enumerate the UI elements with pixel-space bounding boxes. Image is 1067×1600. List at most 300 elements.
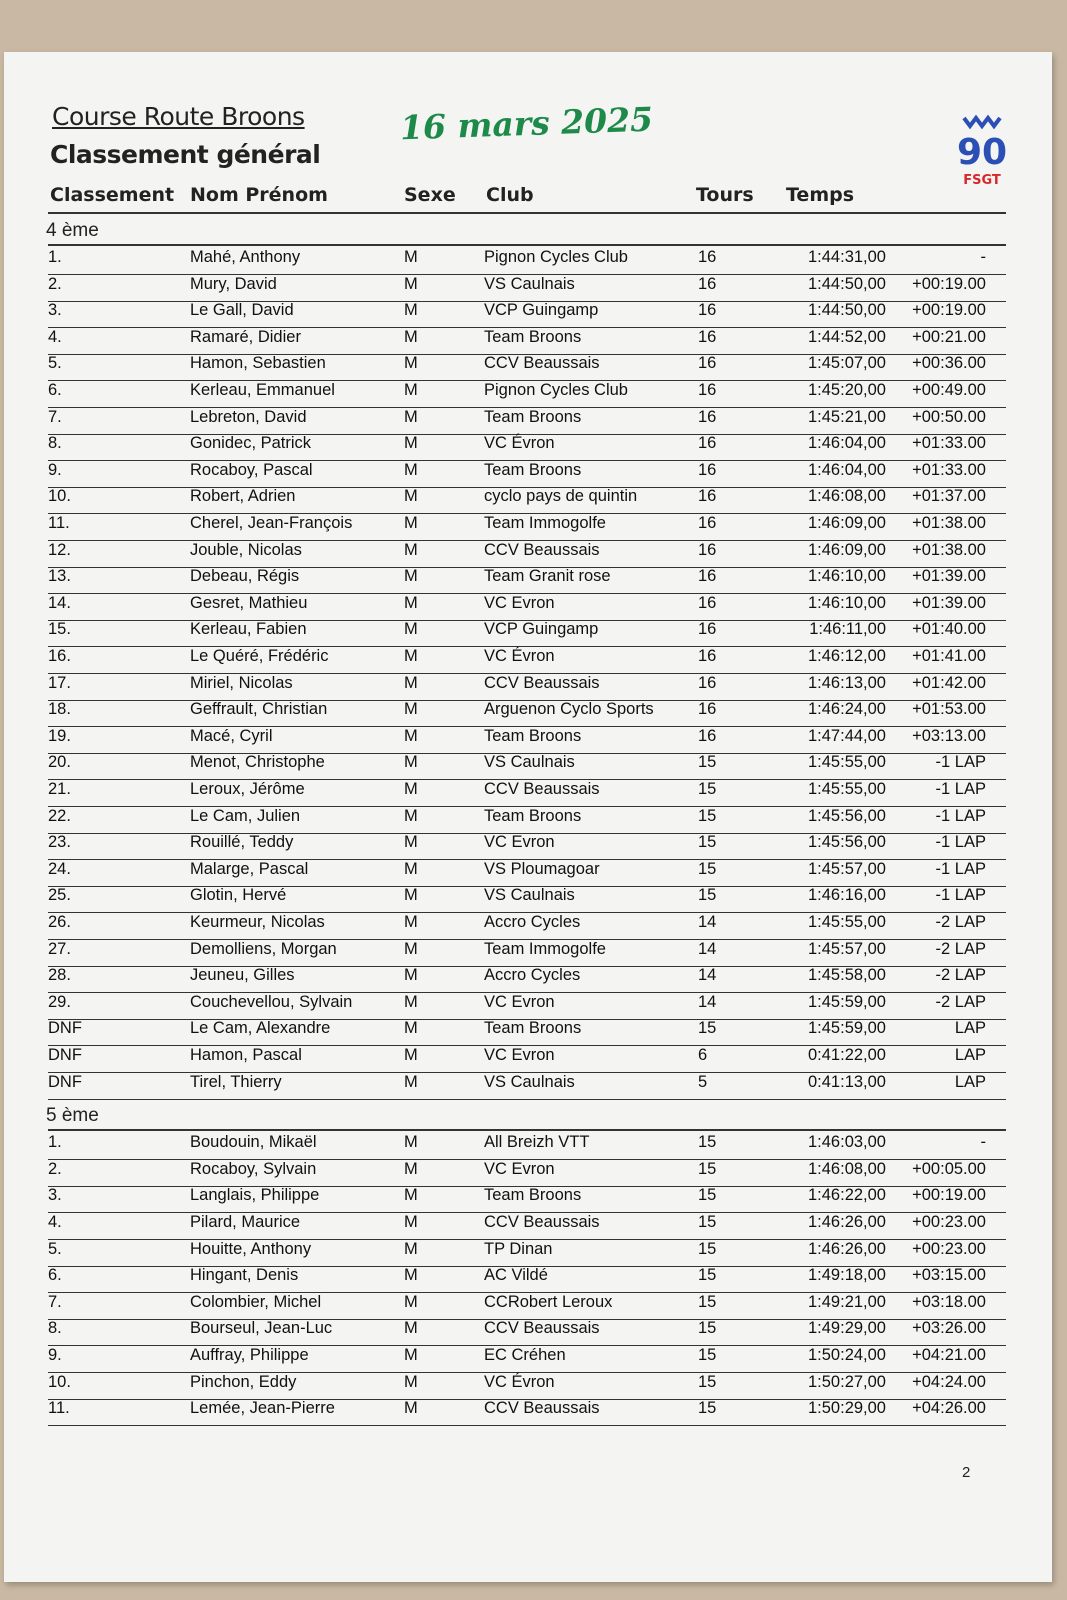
laps-cell: 15	[698, 753, 717, 772]
time-cell: 1:45:59,00	[808, 992, 886, 1011]
col-header-laps: Tours	[696, 184, 754, 206]
section-label: 5 ème	[46, 1105, 99, 1127]
sex-cell: M	[404, 540, 418, 559]
gap-cell: +00:05.00	[912, 1159, 986, 1178]
gap-cell: LAP	[954, 1072, 986, 1091]
name-cell: Leroux, Jérôme	[190, 780, 305, 798]
logo-number: 90	[956, 132, 1008, 173]
club-cell: Team Broons	[484, 407, 582, 426]
laps-cell: 15	[698, 1319, 717, 1338]
name-cell: Boudouin, Mikaël	[190, 1133, 317, 1152]
laps-cell: 16	[698, 540, 717, 559]
rank-cell: 13.	[48, 567, 71, 586]
rank-cell: 14.	[48, 593, 71, 612]
time-cell: 1:46:03,00	[808, 1133, 886, 1152]
gap-cell: +03:18.00	[912, 1292, 986, 1311]
laps-cell: 14	[698, 939, 717, 958]
table-row	[48, 487, 1006, 514]
time-cell: 1:46:12,00	[808, 647, 886, 665]
time-cell: 1:45:20,00	[808, 381, 886, 399]
club-cell: CCV Beaussais	[484, 673, 600, 692]
gap-cell: -2 LAP	[935, 992, 986, 1011]
club-cell: CCV Beaussais	[484, 1319, 600, 1338]
table-row	[48, 594, 1006, 621]
name-cell: Demolliens, Morgan	[190, 939, 337, 958]
laps-cell: 15	[698, 886, 717, 905]
name-cell: Gesret, Mathieu	[190, 593, 308, 612]
rank-cell: 1.	[48, 248, 62, 266]
gap-cell: +01:39.00	[912, 593, 986, 612]
gap-cell: +00:36.00	[912, 354, 986, 373]
rank-cell: 4.	[48, 1213, 62, 1231]
rank-cell: 11.	[48, 1399, 70, 1418]
name-cell: Colombier, Michel	[190, 1292, 322, 1311]
time-cell: 1:46:10,00	[808, 567, 886, 586]
club-cell: Accro Cycles	[484, 913, 581, 931]
club-cell: VS Caulnais	[484, 753, 575, 772]
laps-cell: 15	[698, 1372, 717, 1391]
name-cell: Le Cam, Alexandre	[190, 1019, 331, 1038]
name-cell: Hamon, Sebastien	[190, 354, 326, 373]
rank-cell: 7.	[48, 407, 62, 426]
rank-cell: 19.	[48, 726, 71, 745]
gap-cell: +01:33.00	[912, 460, 986, 479]
time-cell: 0:41:13,00	[808, 1072, 886, 1091]
laps-cell: 16	[698, 487, 717, 506]
gap-cell: +04:26.00	[912, 1399, 986, 1418]
time-cell: 1:46:11,00	[809, 620, 886, 639]
rank-cell: 2.	[48, 274, 62, 293]
laps-cell: 15	[698, 1239, 717, 1258]
time-cell: 1:49:29,00	[808, 1319, 886, 1338]
laps-cell: 14	[698, 992, 717, 1011]
sex-cell: M	[404, 1319, 418, 1338]
gap-cell: +03:15.00	[912, 1266, 986, 1285]
gap-cell: -1 LAP	[935, 859, 986, 878]
table-row	[48, 1019, 1006, 1046]
rank-cell: 6.	[48, 1266, 62, 1285]
gap-cell: +00:23.00	[912, 1239, 986, 1258]
col-header-sex: Sexe	[404, 184, 456, 206]
fsgt-logo	[956, 112, 1008, 190]
time-cell: 1:44:50,00	[808, 301, 886, 320]
rank-cell: 20.	[48, 753, 71, 772]
time-cell: 1:46:26,00	[808, 1239, 886, 1258]
rank-cell: 28.	[48, 966, 71, 985]
time-cell: 1:46:24,00	[808, 700, 886, 719]
page-title: Course Route Broons	[52, 102, 305, 131]
rank-cell: 12.	[48, 540, 71, 559]
time-cell: 1:45:57,00	[808, 859, 886, 878]
sex-cell: M	[404, 966, 418, 985]
name-cell: Gonidec, Patrick	[190, 434, 312, 453]
rank-cell: 27.	[48, 939, 71, 958]
time-cell: 1:45:55,00	[808, 780, 886, 798]
time-cell: 0:41:22,00	[808, 1046, 886, 1064]
name-cell: Auffray, Philippe	[190, 1346, 309, 1364]
club-cell: VC Evron	[484, 593, 555, 612]
gap-cell: +01:37.00	[912, 487, 986, 506]
sex-cell: M	[404, 620, 418, 639]
club-cell: VCP Guingamp	[484, 620, 599, 639]
rank-cell: 26.	[48, 913, 71, 931]
name-cell: Miriel, Nicolas	[190, 673, 293, 692]
laps-cell: 16	[698, 354, 717, 373]
laps-cell: 16	[698, 381, 717, 399]
laps-cell: 16	[698, 301, 717, 320]
time-cell: 1:44:50,00	[808, 274, 886, 293]
sex-cell: M	[404, 567, 418, 586]
sex-cell: M	[404, 1186, 418, 1205]
sex-cell: M	[404, 248, 418, 266]
club-cell: Team Broons	[484, 1019, 582, 1038]
time-cell: 1:50:29,00	[808, 1399, 886, 1418]
sex-cell: M	[404, 913, 418, 931]
sex-cell: M	[404, 753, 418, 772]
gap-cell: +01:39.00	[912, 567, 986, 586]
club-cell: Accro Cycles	[484, 966, 581, 985]
club-cell: VCP Guingamp	[484, 301, 599, 320]
table-row	[48, 753, 1006, 780]
sex-cell: M	[404, 381, 418, 399]
col-header-club: Club	[486, 184, 534, 206]
table-row	[48, 807, 1006, 834]
sex-cell: M	[404, 647, 418, 665]
name-cell: Lemée, Jean-Pierre	[190, 1399, 335, 1418]
laps-cell: 5	[698, 1072, 708, 1091]
name-cell: Mahé, Anthony	[190, 248, 301, 266]
sex-cell: M	[404, 354, 418, 373]
page-number: 2	[962, 1464, 971, 1481]
sex-cell: M	[404, 700, 418, 719]
rank-cell: 4.	[48, 327, 62, 346]
club-cell: All Breizh VTT	[484, 1133, 590, 1152]
gap-cell: -2 LAP	[935, 913, 986, 931]
sex-cell: M	[404, 593, 418, 612]
gap-cell: +01:33.00	[912, 434, 986, 453]
sex-cell: M	[404, 514, 418, 532]
rank-cell: 17.	[48, 673, 71, 692]
sex-cell: M	[404, 806, 418, 825]
logo-label: FSGT	[963, 173, 1001, 188]
table-row	[48, 1346, 1006, 1373]
table-row	[48, 727, 1006, 754]
gap-cell: +00:19.00	[912, 1186, 986, 1205]
laps-cell: 16	[698, 248, 717, 266]
time-cell: 1:45:55,00	[808, 913, 886, 931]
name-cell: Menot, Christophe	[190, 753, 325, 772]
club-cell: Team Immogolfe	[484, 514, 606, 532]
table-row	[48, 647, 1006, 674]
rank-cell: 23.	[48, 833, 71, 852]
club-cell: VS Ploumagoar	[484, 859, 600, 878]
rank-cell: 9.	[48, 1346, 62, 1364]
sex-cell: M	[404, 301, 418, 320]
sex-cell: M	[404, 487, 418, 506]
gap-cell: LAP	[954, 1019, 986, 1038]
table-row	[48, 780, 1006, 807]
name-cell: Tirel, Thierry	[190, 1072, 282, 1091]
time-cell: 1:47:44,00	[808, 726, 886, 745]
sex-cell: M	[404, 992, 418, 1011]
name-cell: Hamon, Pascal	[190, 1046, 302, 1064]
club-cell: TP Dinan	[484, 1239, 553, 1258]
rank-cell: 3.	[48, 301, 62, 320]
name-cell: Mury, David	[190, 274, 277, 293]
time-cell: 1:46:10,00	[808, 593, 886, 612]
name-cell: Lebreton, David	[190, 407, 307, 426]
club-cell: CCV Beaussais	[484, 780, 600, 798]
table-row	[48, 514, 1006, 541]
sex-cell: M	[404, 673, 418, 692]
rank-cell: 5.	[48, 354, 62, 373]
name-cell: Bourseul, Jean-Luc	[190, 1319, 333, 1338]
name-cell: Rocaboy, Sylvain	[190, 1159, 317, 1178]
time-cell: 1:45:58,00	[808, 966, 886, 985]
sex-cell: M	[404, 1399, 418, 1418]
table-row	[48, 1373, 1006, 1400]
club-cell: VS Caulnais	[484, 1072, 575, 1091]
name-cell: Robert, Adrien	[190, 487, 296, 506]
time-cell: 1:50:24,00	[808, 1346, 886, 1364]
table-row	[48, 1186, 1006, 1213]
table-row	[48, 381, 1006, 408]
club-cell: CCV Beaussais	[484, 354, 600, 373]
rank-cell: 8.	[48, 1319, 62, 1338]
laps-cell: 15	[698, 1186, 717, 1205]
time-cell: 1:46:13,00	[808, 673, 886, 692]
table-row	[48, 1133, 1006, 1160]
gap-cell: +01:42.00	[912, 673, 986, 692]
name-cell: Geffrault, Christian	[190, 700, 328, 719]
table-row	[48, 1399, 1006, 1426]
table-row	[48, 408, 1006, 435]
table-row	[48, 886, 1006, 913]
rank-cell: 16.	[48, 647, 71, 665]
name-cell: Pinchon, Eddy	[190, 1372, 297, 1391]
row-divider	[48, 1425, 1006, 1426]
club-cell: Team Broons	[484, 1186, 582, 1205]
time-cell: 1:46:26,00	[808, 1213, 886, 1231]
table-row	[48, 354, 1006, 381]
section-divider	[48, 1129, 1006, 1131]
section-label: 4 ème	[46, 220, 99, 241]
table-row	[48, 541, 1006, 568]
club-cell: Team Broons	[484, 726, 582, 745]
time-cell: 1:46:04,00	[808, 434, 886, 453]
laps-cell: 14	[698, 913, 717, 931]
table-row	[48, 620, 1006, 647]
laps-cell: 16	[698, 673, 717, 692]
header-divider	[48, 212, 1006, 214]
name-cell: Ramaré, Didier	[190, 327, 301, 346]
rank-cell: 10.	[48, 487, 71, 506]
time-cell: 1:45:59,00	[808, 1019, 886, 1038]
table-row	[48, 434, 1006, 461]
club-cell: CCV Beaussais	[484, 540, 600, 559]
laps-cell: 15	[698, 1133, 717, 1152]
sex-cell: M	[404, 1133, 418, 1152]
rank-cell: 11.	[48, 514, 70, 532]
name-cell: Langlais, Philippe	[190, 1186, 320, 1205]
laps-cell: 15	[698, 1266, 717, 1285]
sex-cell: M	[404, 780, 418, 798]
sex-cell: M	[404, 1346, 418, 1364]
sex-cell: M	[404, 460, 418, 479]
row-divider	[48, 1099, 1006, 1100]
table-row	[48, 1160, 1006, 1187]
club-cell: Arguenon Cyclo Sports	[484, 700, 654, 719]
gap-cell: +01:40.00	[912, 620, 986, 639]
table-row	[48, 1073, 1006, 1100]
laps-cell: 16	[698, 647, 717, 665]
gap-cell: +01:38.00	[912, 514, 986, 532]
rank-cell: 6.	[48, 381, 62, 399]
rank-cell: 1.	[48, 1133, 62, 1152]
rank-cell: 7.	[48, 1292, 62, 1311]
handwritten-date: 16 mars 2025	[399, 99, 654, 148]
time-cell: 1:45:55,00	[808, 753, 886, 772]
time-cell: 1:45:56,00	[808, 833, 886, 852]
time-cell: 1:46:22,00	[808, 1186, 886, 1205]
rank-cell: 29.	[48, 992, 71, 1011]
table-row	[48, 700, 1006, 727]
table-row	[48, 301, 1006, 328]
sex-cell: M	[404, 859, 418, 878]
club-cell: VC Evron	[484, 1159, 555, 1178]
rank-cell: DNF	[48, 1072, 82, 1091]
gap-cell: -1 LAP	[935, 753, 986, 772]
table-row	[48, 993, 1006, 1020]
club-cell: AC Vildé	[484, 1266, 548, 1285]
laps-cell: 16	[698, 620, 717, 639]
gap-cell: +03:13.00	[912, 726, 986, 745]
sex-cell: M	[404, 1266, 418, 1285]
laps-cell: 16	[698, 593, 717, 612]
laps-cell: 16	[698, 726, 717, 745]
table-row	[48, 328, 1006, 355]
table-row	[48, 940, 1006, 967]
sex-cell: M	[404, 833, 418, 852]
club-cell: Pignon Cycles Club	[484, 381, 628, 399]
gap-cell: -	[980, 248, 986, 266]
sex-cell: M	[404, 327, 418, 346]
rank-cell: 2.	[48, 1159, 62, 1178]
gap-cell: +01:53.00	[912, 700, 986, 719]
table-row	[48, 461, 1006, 488]
sex-cell: M	[404, 274, 418, 293]
laps-cell: 14	[698, 966, 717, 985]
time-cell: 1:45:07,00	[808, 354, 886, 373]
gap-cell: +00:23.00	[912, 1213, 986, 1231]
club-cell: cyclo pays de quintin	[484, 487, 638, 506]
name-cell: Kerleau, Fabien	[190, 620, 307, 639]
time-cell: 1:46:16,00	[808, 886, 886, 905]
sex-cell: M	[404, 1019, 418, 1038]
table-row	[48, 913, 1006, 940]
gap-cell: +04:24.00	[912, 1372, 986, 1391]
name-cell: Keurmeur, Nicolas	[190, 913, 325, 931]
sex-cell: M	[404, 1072, 418, 1091]
name-cell: Debeau, Régis	[190, 567, 300, 586]
gap-cell: +04:21.00	[912, 1346, 986, 1364]
time-cell: 1:45:57,00	[808, 939, 886, 958]
time-cell: 1:44:52,00	[808, 327, 886, 346]
rank-cell: 18.	[48, 700, 71, 719]
laps-cell: 15	[698, 1159, 717, 1178]
sex-cell: M	[404, 407, 418, 426]
name-cell: Hingant, Denis	[190, 1266, 299, 1285]
time-cell: 1:49:18,00	[808, 1266, 886, 1285]
club-cell: VC Évron	[484, 647, 555, 665]
gap-cell: +00:19.00	[912, 274, 986, 293]
gap-cell: +03:26.00	[912, 1319, 986, 1338]
name-cell: Houitte, Anthony	[190, 1239, 312, 1258]
gap-cell: +01:41.00	[912, 647, 986, 665]
sex-cell: M	[404, 1159, 418, 1178]
name-cell: Rouillé, Teddy	[190, 833, 294, 852]
laps-cell: 15	[698, 859, 717, 878]
sex-cell: M	[404, 726, 418, 745]
table-row	[48, 860, 1006, 887]
name-cell: Le Cam, Julien	[190, 806, 301, 825]
laps-cell: 15	[698, 806, 717, 825]
gap-cell: -1 LAP	[935, 833, 986, 852]
laps-cell: 15	[698, 1346, 717, 1364]
laps-cell: 16	[698, 407, 717, 426]
table-row	[48, 674, 1006, 701]
name-cell: Le Quéré, Frédéric	[190, 647, 329, 665]
rank-cell: DNF	[48, 1046, 82, 1064]
rank-cell: 8.	[48, 434, 62, 453]
name-cell: Macé, Cyril	[190, 726, 273, 745]
name-cell: Rocaboy, Pascal	[190, 460, 313, 479]
club-cell: EC Créhen	[484, 1346, 566, 1364]
table-row	[48, 1266, 1006, 1293]
rank-cell: 10.	[48, 1372, 71, 1391]
club-cell: VS Caulnais	[484, 886, 575, 905]
club-cell: CCV Beaussais	[484, 1399, 600, 1418]
sex-cell: M	[404, 1239, 418, 1258]
gap-cell: +01:38.00	[912, 540, 986, 559]
gap-cell: +00:49.00	[912, 381, 986, 399]
club-cell: VS Caulnais	[484, 274, 575, 293]
rank-cell: 5.	[48, 1239, 62, 1258]
time-cell: 1:50:27,00	[808, 1372, 886, 1391]
time-cell: 1:45:21,00	[808, 407, 886, 426]
gap-cell: LAP	[954, 1046, 986, 1064]
rank-cell: 22.	[48, 806, 71, 825]
club-cell: CCRobert Leroux	[484, 1292, 613, 1311]
laps-cell: 15	[698, 1019, 717, 1038]
table-row	[48, 1293, 1006, 1320]
laps-cell: 16	[698, 460, 717, 479]
club-cell: Team Granit rose	[484, 567, 611, 586]
club-cell: VC Évron	[484, 434, 555, 453]
gap-cell: -	[980, 1133, 986, 1152]
rank-cell: 24.	[48, 859, 71, 878]
laps-cell: 15	[698, 1399, 717, 1418]
name-cell: Le Gall, David	[190, 301, 294, 320]
table-row	[48, 1046, 1006, 1073]
col-header-name: Nom Prénom	[190, 184, 328, 206]
gap-cell: +00:21.00	[912, 327, 986, 346]
laps-cell: 16	[698, 274, 717, 293]
name-cell: Glotin, Hervé	[190, 886, 287, 905]
name-cell: Jeuneu, Gilles	[190, 966, 295, 985]
time-cell: 1:46:09,00	[808, 514, 886, 532]
results-sheet	[4, 52, 1052, 1582]
